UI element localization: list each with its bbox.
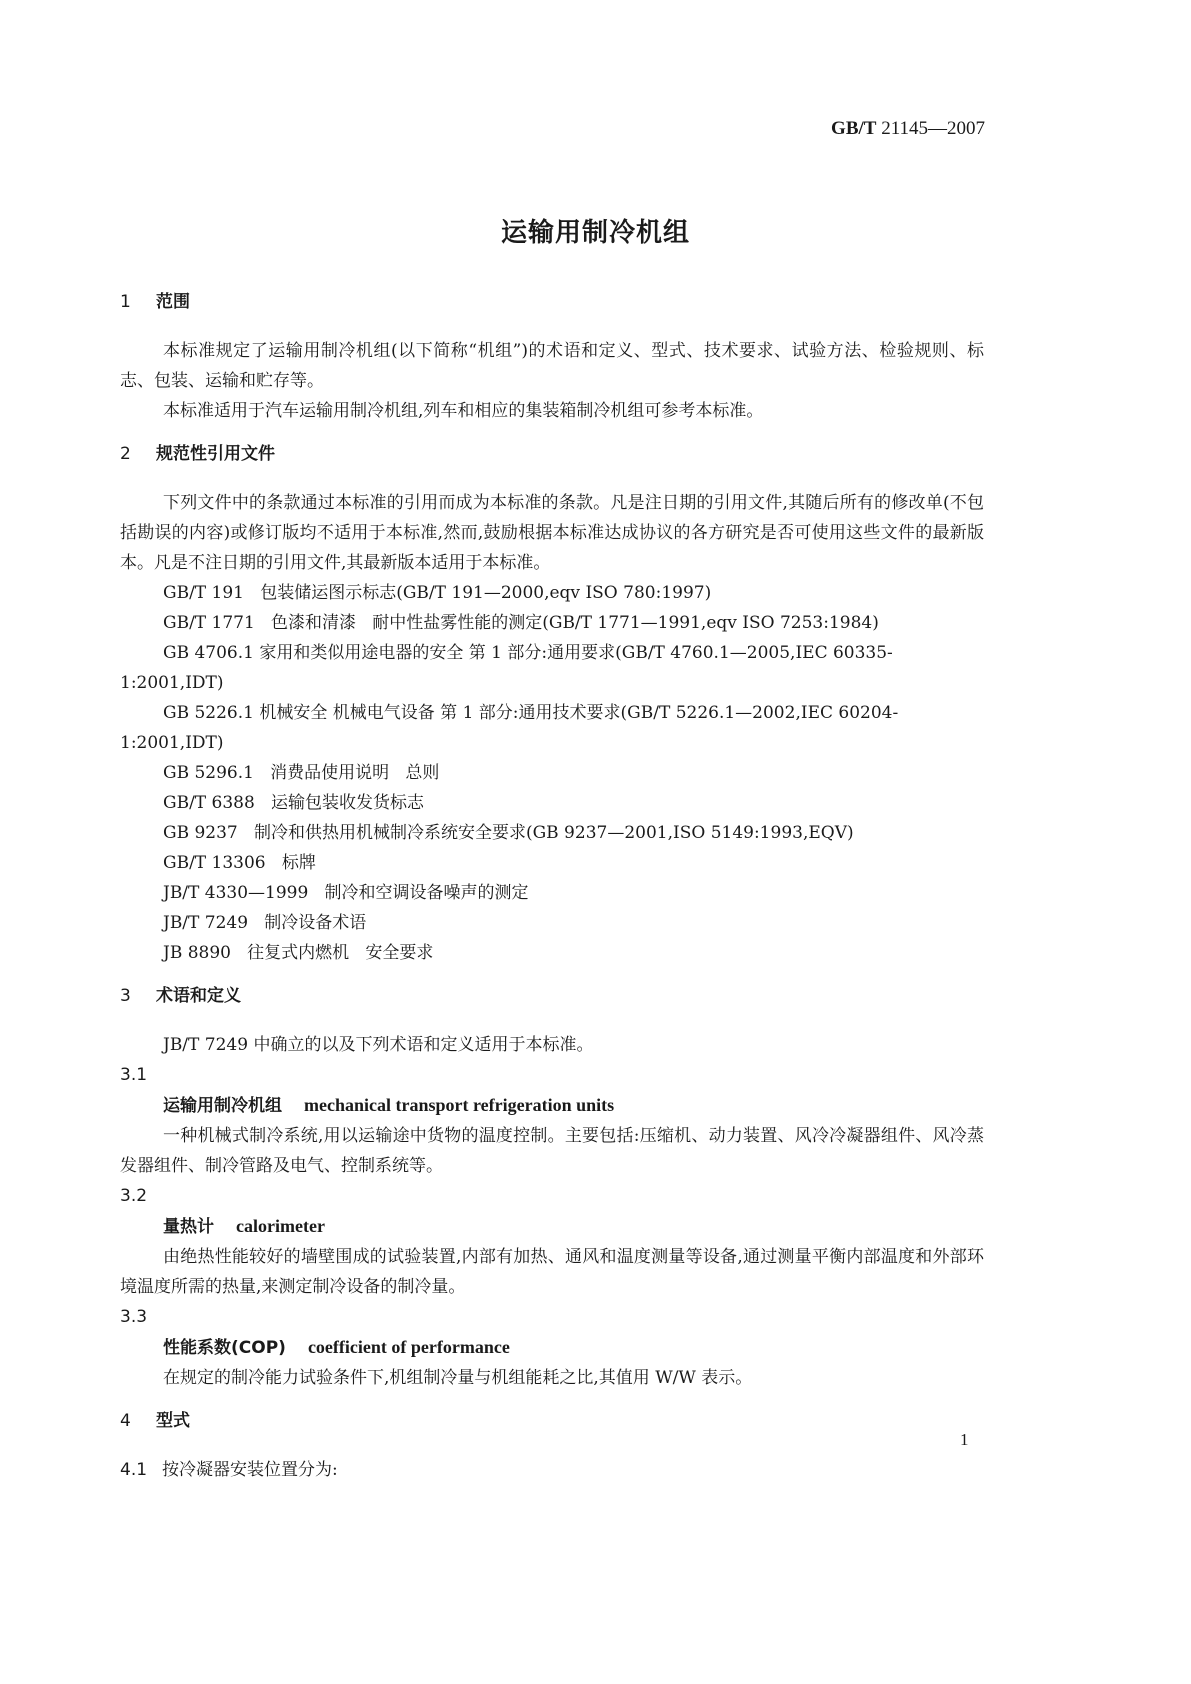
section-number: 4 xyxy=(120,1411,131,1431)
section-title: 规范性引用文件 xyxy=(156,444,275,464)
page-number: 1 xyxy=(960,1430,969,1449)
document-body xyxy=(120,286,984,1485)
paragraph: 下列文件中的条款通过本标准的引用而成为本标准的条款。凡是注日期的引用文件,其随后所有的修改单(不包括勘误的内容)或修订版均不适用于本标准,然而,鼓励根据本标准达成协议的各方研究是否可使用这些文件的最新版本。凡是不注日期的引用文件,其最新版本适用于本标准。 xyxy=(120,493,984,573)
term-zh: 量热计 xyxy=(163,1217,214,1237)
reference-item: GB/T 13306 标牌 xyxy=(163,853,316,873)
term-zh: 性能系数(COP) xyxy=(163,1338,286,1358)
section-heading-normative-references xyxy=(120,438,984,470)
standard-code xyxy=(831,118,985,140)
section-title: 型式 xyxy=(156,1411,190,1431)
subclause-number: 4.1 xyxy=(120,1460,148,1480)
section-title: 术语和定义 xyxy=(156,986,241,1006)
reference-item: GB 9237 制冷和供热用机械制冷系统安全要求(GB 9237—2001,ISO 5149:1993,EQV) xyxy=(163,823,854,843)
section-number: 3 xyxy=(120,986,131,1006)
reference-item: GB 4706.1 家用和类似用途电器的安全 第 1 部分:通用要求(GB/T 4760.1—2005,IEC 60335-1:2001,IDT) xyxy=(120,643,893,693)
reference-item: GB 5296.1 消费品使用说明 总则 xyxy=(163,763,440,783)
term-heading xyxy=(120,1211,984,1242)
paragraph: 本标准规定了运输用制冷机组(以下简称“机组”)的术语和定义、型式、技术要求、试验方法、检验规则、标志、包装、运输和贮存等。 xyxy=(120,341,984,391)
term-heading xyxy=(120,1332,984,1363)
reference-item: JB 8890 往复式内燃机 安全要求 xyxy=(163,943,434,963)
subclause xyxy=(120,1455,984,1485)
reference-item: GB 5226.1 机械安全 机械电气设备 第 1 部分:通用技术要求(GB/T 5226.1—2002,IEC 60204-1:2001,IDT) xyxy=(120,703,899,753)
section-number: 2 xyxy=(120,444,131,464)
reference-item: JB/T 7249 制冷设备术语 xyxy=(163,913,367,933)
term-en: calorimeter xyxy=(236,1216,325,1236)
term-definition: 在规定的制冷能力试验条件下,机组制冷量与机组能耗之比,其值用 W/W 表示。 xyxy=(163,1368,753,1388)
paragraph: 本标准适用于汽车运输用制冷机组,列车和相应的集装箱制冷机组可参考本标准。 xyxy=(163,401,764,421)
reference-item: GB/T 6388 运输包装收发货标志 xyxy=(163,793,425,813)
section-heading-scope xyxy=(120,286,984,318)
term-heading xyxy=(120,1090,984,1121)
term-en: mechanical transport refrigeration units xyxy=(304,1095,615,1115)
section-title: 范围 xyxy=(156,292,190,312)
term-en: coefficient of performance xyxy=(307,1337,510,1357)
clause-number: 3.3 xyxy=(120,1307,148,1327)
section-heading-terms-definitions xyxy=(120,980,984,1012)
paragraph: JB/T 7249 中确立的以及下列术语和定义适用于本标准。 xyxy=(163,1035,594,1055)
term-zh: 运输用制冷机组 xyxy=(163,1096,282,1116)
term-definition: 由绝热性能较好的墙壁围成的试验装置,内部有加热、通风和温度测量等设备,通过测量平衡内部温度和外部环境温度所需的热量,来测定制冷设备的制冷量。 xyxy=(120,1247,984,1297)
clause-number: 3.2 xyxy=(120,1186,148,1206)
term-definition: 一种机械式制冷系统,用以运输途中货物的温度控制。主要包括:压缩机、动力装置、风冷冷凝器组件、风冷蒸发器组件、制冷管路及电气、控制系统等。 xyxy=(120,1126,984,1176)
clause-number: 3.1 xyxy=(120,1065,148,1085)
reference-item: GB/T 1771 色漆和清漆 耐中性盐雾性能的测定(GB/T 1771—1991,eqv ISO 7253:1984) xyxy=(163,613,879,633)
standard-number: 21145—2007 xyxy=(881,118,985,139)
reference-item: GB/T 191 包装储运图示标志(GB/T 191—2000,eqv ISO 780:1997) xyxy=(163,583,712,603)
document-title: 运输用制冷机组 xyxy=(500,218,690,248)
reference-item: JB/T 4330—1999 制冷和空调设备噪声的测定 xyxy=(163,883,529,903)
section-number: 1 xyxy=(120,292,131,312)
standard-prefix: GB/T xyxy=(831,118,877,139)
section-heading-types xyxy=(120,1405,984,1437)
subclause-text: 按冷凝器安装位置分为: xyxy=(162,1460,338,1480)
